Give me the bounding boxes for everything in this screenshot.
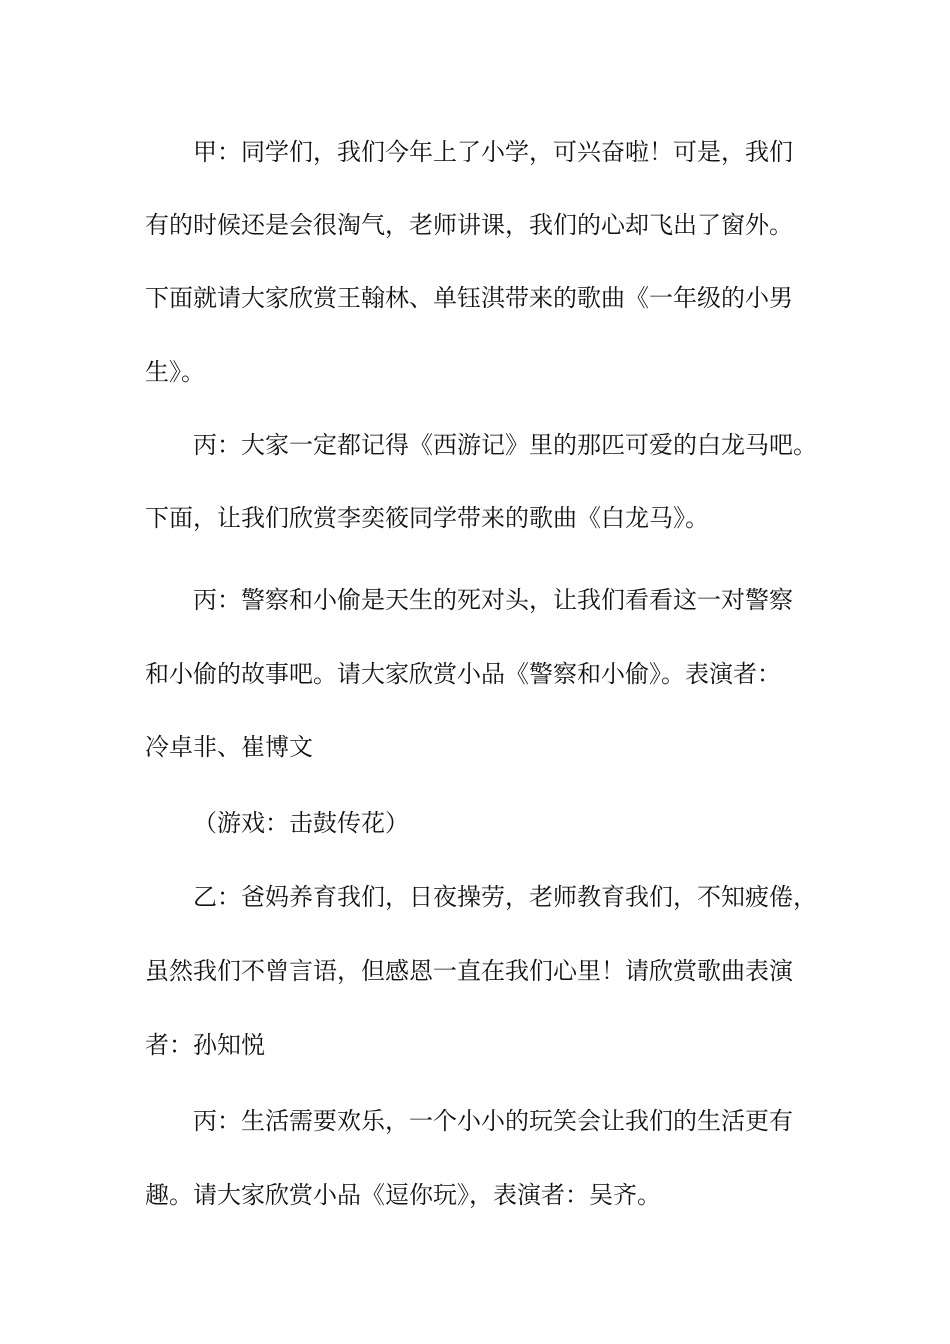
paragraph-line: 甲：同学们，我们今年上了小学，可兴奋啦！可是，我们 — [193, 138, 793, 166]
paragraph-line: 趣。请大家欣赏小品《逗你玩》，表演者：吴齐。 — [145, 1181, 661, 1209]
paragraph-line: 者：孙知悦 — [145, 1031, 265, 1059]
paragraph-line: 虽然我们不曾言语，但感恩一直在我们心里！请欣赏歌曲表演 — [145, 957, 793, 985]
paragraph-line: 丙：大家一定都记得《西游记》里的那匹可爱的白龙马吧。 — [193, 431, 817, 459]
paragraph-line: 生》。 — [145, 358, 205, 386]
paragraph-line: 和小偷的故事吧。请大家欣赏小品《警察和小偷》。表演者： — [145, 660, 781, 688]
paragraph-line: 冷卓非、崔博文 — [145, 733, 313, 761]
paragraph-line: （游戏：击鼓传花） — [193, 809, 409, 837]
paragraph-line: 有的时候还是会很淘气，老师讲课，我们的心却飞出了窗外。 — [145, 211, 793, 239]
paragraph-line: 乙：爸妈养育我们，日夜操劳，老师教育我们，不知疲倦， — [193, 883, 817, 911]
paragraph-line: 丙：生活需要欢乐，一个小小的玩笑会让我们的生活更有 — [193, 1107, 793, 1135]
paragraph-line: 丙：警察和小偷是天生的死对头，让我们看看这一对警察 — [193, 586, 793, 614]
paragraph-line: 下面就请大家欣赏王翰林、单钰淇带来的歌曲《一年级的小男 — [145, 284, 793, 312]
paragraph-line: 下面，让我们欣赏李奕筱同学带来的歌曲《白龙马》。 — [145, 504, 709, 532]
